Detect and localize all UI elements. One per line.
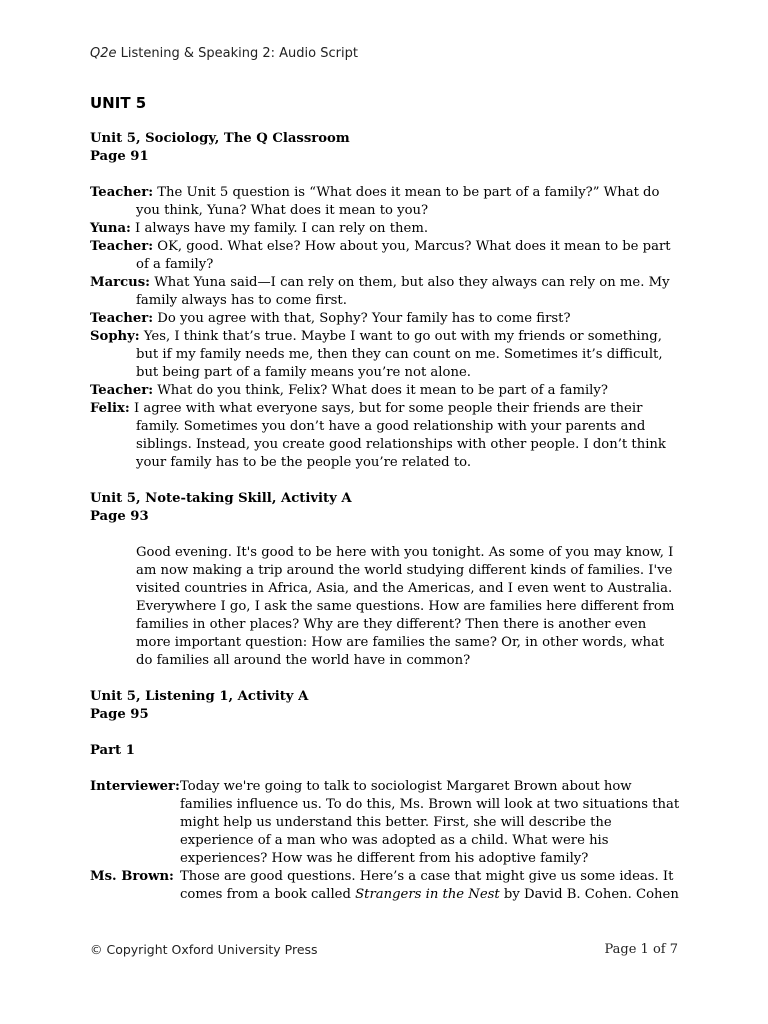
speaker-name: Interviewer: (90, 779, 180, 794)
speaker-name: Teacher: (90, 311, 154, 326)
dialogue-line (90, 382, 682, 400)
speaker-name: Felix: (90, 401, 130, 416)
dialogue-text: What do you think, Felix? What does it mean to be part of a family? (153, 383, 608, 398)
dialogue-text: OK, good. What else? How about you, Marcus? What does it mean to be part of a family? (136, 239, 671, 272)
dialogue-text: The Unit 5 question is “What does it mean to be part of a family?” What do you think, Yuna? What does it mean to you? (136, 185, 660, 218)
part-label: Part 1 (90, 743, 135, 758)
dialogue-line (90, 310, 682, 328)
dialogue-line (90, 868, 682, 904)
lecture-paragraph: Good evening. It's good to be here with you tonight. As some of you may know, I am now making a trip around the world studying different kinds of families. I've visited countries in Africa, Asia, and the Americas, and I even went to Australia. Everywhere I go, I ask the same questions. How are families here different from families in other places? Why are they different? Then there is another even more important question: How are families the same? Or, in other words, what do families all around the world have in common? (136, 545, 675, 668)
section-page: Page 93 (90, 509, 149, 524)
dialogue-text-part: Those are good questions. Here’s a case that might give us some ideas. It comes from a book called (180, 869, 674, 902)
section-title: Unit 5, Listening 1, Activity A (90, 689, 309, 704)
speaker-name: Ms. Brown: (90, 869, 174, 884)
running-header (90, 46, 358, 61)
dialogue-text (180, 868, 682, 904)
dialogue-line (90, 220, 682, 238)
speaker-name: Teacher: (90, 239, 154, 254)
header-title: Listening & Speaking 2: Audio Script (116, 46, 358, 61)
page-number: Page 1 of 7 (604, 942, 678, 957)
speaker-name: Teacher: (90, 185, 154, 200)
dialogue-line (90, 328, 682, 382)
speaker-name: Marcus: (90, 275, 151, 290)
document-body (90, 130, 682, 904)
dialogue-line (90, 184, 682, 220)
speaker-name: Teacher: (90, 383, 154, 398)
section-page: Page 95 (90, 707, 149, 722)
dialogue-text: I always have my family. I can rely on them. (130, 221, 429, 236)
unit-title: UNIT 5 (90, 94, 147, 112)
dialogue-text: Today we're going to talk to sociologist Margaret Brown about how families influence us. To do this, Ms. Brown will look at two situations that might help us understand this better. First, she will describe the experience of a man who was adopted as a child. What were his experiences? How was he different from his adoptive family? (180, 779, 680, 866)
copyright-notice: © Copyright Oxford University Press (90, 942, 318, 957)
book-title: Strangers in the Nest (355, 887, 500, 902)
dialogue-text: Do you agree with that, Sophy? Your family has to come first? (153, 311, 571, 326)
header-book-code: Q2e (90, 46, 117, 61)
speaker-name: Sophy: (90, 329, 140, 344)
dialogue-line (90, 274, 682, 310)
section-title: Unit 5, Note-taking Skill, Activity A (90, 491, 352, 506)
dialogue-line (90, 400, 682, 472)
dialogue-text: What Yuna said—I can rely on them, but also they always can rely on me. My family always has to come first. (136, 275, 670, 308)
dialogue-text-part: by David B. Cohen. Cohen (499, 887, 679, 902)
speaker-name: Yuna: (90, 221, 131, 236)
section-title: Unit 5, Sociology, The Q Classroom (90, 131, 350, 146)
dialogue-text: Yes, I think that’s true. Maybe I want to go out with my friends or something, but if my family needs me, then they can count on me. Sometimes it’s difficult, but being part of a family means you’re not alone. (136, 329, 663, 380)
section-page: Page 91 (90, 149, 149, 164)
dialogue-text: I agree with what everyone says, but for some people their friends are their family. Sometimes you don’t have a good relationship with your parents and siblings. Instead, you create good relationships with other people. I don’t think your family has to be the people you’re related to. (129, 401, 666, 470)
dialogue-line (90, 238, 682, 274)
dialogue-line (90, 778, 682, 868)
